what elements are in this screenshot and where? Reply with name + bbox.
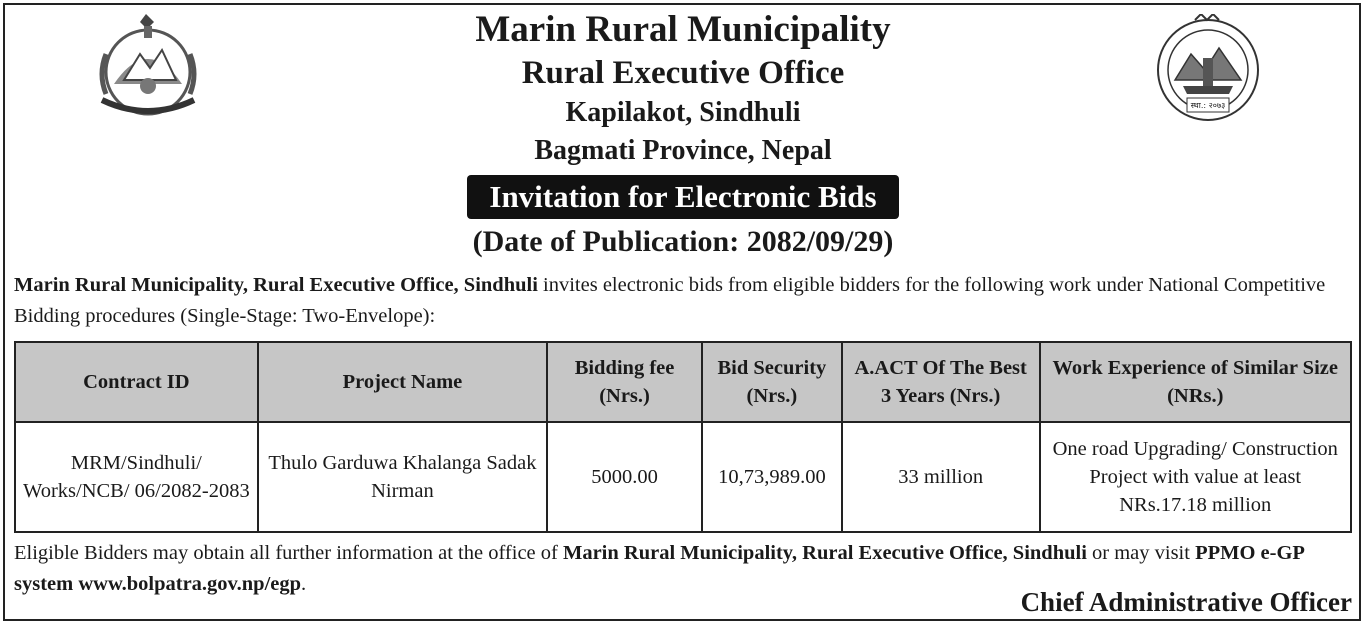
- table-row: [15, 422, 1351, 532]
- intro-text: invites electronic bids from eligible bidders for the following work under National Competitive Bidding procedures (Single-Stage: Two-Envelope):: [14, 274, 1326, 327]
- seal-text: स्था.: २०७३: [1190, 101, 1226, 110]
- footer-bold-1: Marin Rural Municipality, Rural Executive Office, Sindhuli: [562, 542, 1087, 564]
- cell-work-experience: One road Upgrading/ Construction Project with value at least NRs.17.18 million: [1040, 422, 1352, 532]
- location-line: Kapilakot, Sindhuli: [565, 97, 801, 128]
- header-bid-security: Bid Security (Nrs.): [702, 342, 842, 422]
- header-work-experience: Work Experience of Similar Size (NRs.): [1040, 342, 1352, 422]
- header-project-name: Project Name: [258, 342, 547, 422]
- cell-project-name: Thulo Garduwa Khalanga Sadak Nirman: [258, 422, 547, 532]
- intro-paragraph: [14, 270, 1354, 332]
- cell-contract-id: MRM/Sindhuli/ Works/NCB/ 06/2082-2083: [15, 422, 258, 532]
- invitation-banner: Invitation for Electronic Bids: [467, 175, 898, 219]
- intro-bold: Marin Rural Municipality, Rural Executive Office, Sindhuli: [14, 274, 538, 296]
- cell-bidding-fee: 5000.00: [547, 422, 702, 532]
- notice-header: [0, 8, 1366, 262]
- publication-date: (Date of Publication: 2082/09/29): [472, 225, 894, 258]
- bids-table: [14, 341, 1352, 533]
- province-line: Bagmati Province, Nepal: [534, 135, 832, 166]
- cell-aact: 33 million: [842, 422, 1040, 532]
- cell-bid-security: 10,73,989.00: [702, 422, 842, 532]
- footer-text-1: Eligible Bidders may obtain all further information at the office of: [14, 542, 563, 564]
- egp-link[interactable]: PPMO e-GP system www.bolpatra.gov.np/egp: [14, 542, 1304, 595]
- table-header-row: [15, 342, 1351, 422]
- footer-text-2: or may visit: [1086, 542, 1196, 564]
- header-aact: A.ACT Of The Best 3 Years (Nrs.): [842, 342, 1040, 422]
- footer-text-3: .: [301, 573, 307, 595]
- header-bidding-fee: Bidding fee (Nrs.): [547, 342, 702, 422]
- header-contract-id: Contract ID: [15, 342, 258, 422]
- office-title: Rural Executive Office: [521, 55, 845, 91]
- signature: Chief Administrative Officer: [1020, 587, 1352, 617]
- municipality-title: Marin Rural Municipality: [475, 9, 891, 50]
